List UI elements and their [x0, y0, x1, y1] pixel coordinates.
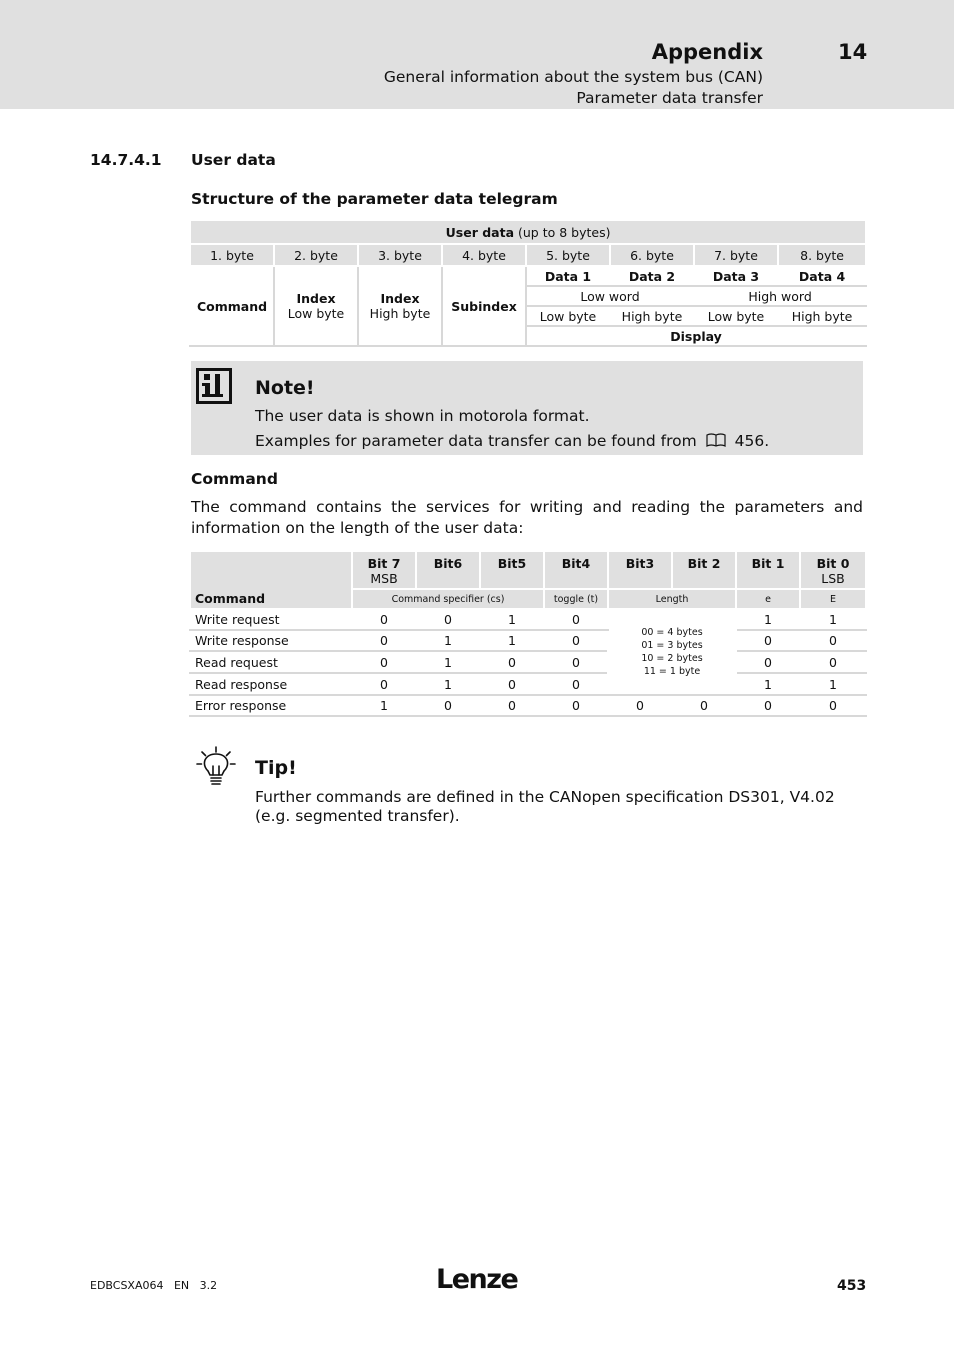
- length-group: Length: [608, 589, 736, 609]
- bit-cell: 0: [800, 695, 866, 716]
- data-2-cell: Data 2: [610, 266, 694, 286]
- telegram-structure-table: [189, 219, 867, 347]
- bit-6-header: Bit6: [416, 551, 480, 589]
- note-title: Note!: [255, 377, 315, 399]
- row-name: Error response: [190, 695, 352, 716]
- bit-cell: 0: [544, 673, 608, 695]
- bit-cell: 0: [544, 695, 608, 716]
- index-high-cell: Index High byte: [358, 266, 442, 346]
- data-1-cell: Data 1: [526, 266, 610, 286]
- bit-cell: 1: [480, 630, 544, 651]
- byte-1-header: 1. byte: [190, 244, 274, 266]
- display-cell: Display: [526, 326, 866, 346]
- command-specifier-group: Command specifier (cs): [352, 589, 544, 609]
- bit-7-header: Bit 7 MSB: [352, 551, 416, 589]
- bit-2-header: Bit 2: [672, 551, 736, 589]
- table-row: [190, 630, 866, 651]
- command-header: Command: [190, 551, 352, 609]
- bit-cell: 1: [736, 609, 800, 630]
- byte-7-header: 7. byte: [694, 244, 778, 266]
- section-title: User data: [191, 151, 276, 169]
- bit-cell: 0: [800, 630, 866, 651]
- bit-cell: 0: [800, 651, 866, 673]
- header-title: Appendix: [651, 40, 763, 64]
- header-subtitle-1: General information about the system bus (CAN): [383, 68, 763, 86]
- bit-cell: 0: [352, 609, 416, 630]
- document-id: EDBCSXA064 EN 3.2: [90, 1279, 218, 1292]
- bit-cell: 1: [416, 630, 480, 651]
- byte-5-header: 5. byte: [526, 244, 610, 266]
- byte-4-header: 4. byte: [442, 244, 526, 266]
- e-lower-group: e: [736, 589, 800, 609]
- bit-cell: 0: [480, 695, 544, 716]
- bit-cell: 1: [352, 695, 416, 716]
- table-row: [190, 609, 866, 630]
- tip-text: Further commands are defined in the CANopen specification DS301, V4.02 (e.g. segmented transfer).: [255, 788, 835, 825]
- note-line-1: The user data is shown in motorola format.: [255, 407, 590, 425]
- bit-cell: 0: [672, 695, 736, 716]
- bit-cell: 0: [736, 651, 800, 673]
- toggle-group: toggle (t): [544, 589, 608, 609]
- bit-cell: 1: [800, 609, 866, 630]
- lenze-logo: Lenze: [436, 1264, 518, 1295]
- bit-cell: 0: [544, 651, 608, 673]
- header-band: [0, 0, 954, 109]
- bit-cell: 1: [800, 673, 866, 695]
- data-3-cell: Data 3: [694, 266, 778, 286]
- user-data-caption: User data (up to 8 bytes): [190, 220, 866, 244]
- bit-0-header: Bit 0 LSB: [800, 551, 866, 589]
- bit-cell: 0: [416, 695, 480, 716]
- bit-cell: 0: [352, 673, 416, 695]
- byte-8-header: 8. byte: [778, 244, 866, 266]
- command-bits-table: [189, 550, 867, 717]
- byte-6-header: 6. byte: [610, 244, 694, 266]
- table-row: [190, 651, 866, 673]
- row-name: Write response: [190, 630, 352, 651]
- low-word-cell: Low word: [526, 286, 694, 306]
- byte-3-header: 3. byte: [358, 244, 442, 266]
- book-icon: [706, 433, 726, 447]
- bit-3-header: Bit3: [608, 551, 672, 589]
- bit-cell: 0: [736, 695, 800, 716]
- bit-cell: 0: [544, 609, 608, 630]
- bit-cell: 0: [480, 673, 544, 695]
- high-word-cell: High word: [694, 286, 866, 306]
- row-name: Read response: [190, 673, 352, 695]
- page-number: 453: [837, 1278, 867, 1294]
- bit-cell: 1: [416, 651, 480, 673]
- lightbulb-icon: [196, 746, 236, 788]
- bit-cell: 1: [480, 609, 544, 630]
- info-icon: [196, 368, 232, 404]
- section-number: 14.7.4.1: [90, 151, 162, 169]
- bit-cell: 0: [736, 630, 800, 651]
- command-paragraph: The command contains the services for writing and reading the parameters and information on the length of the user data:: [191, 498, 863, 537]
- byte-sub-low-1: Low byte: [526, 306, 610, 326]
- chapter-number: 14: [838, 40, 868, 64]
- bit-5-header: Bit5: [480, 551, 544, 589]
- command-cell: Command: [190, 266, 274, 346]
- bit-4-header: Bit4: [544, 551, 608, 589]
- note-line-2: Examples for parameter data transfer can be found from 456.: [255, 432, 770, 450]
- bit-cell: 1: [416, 673, 480, 695]
- bit-cell: 0: [416, 609, 480, 630]
- byte-sub-low-2: Low byte: [694, 306, 778, 326]
- table-row: [190, 695, 866, 716]
- index-low-cell: Index Low byte: [274, 266, 358, 346]
- byte-2-header: 2. byte: [274, 244, 358, 266]
- bit-1-header: Bit 1: [736, 551, 800, 589]
- command-heading: Command: [191, 470, 278, 488]
- header-subtitle-2: Parameter data transfer: [576, 89, 763, 107]
- length-legend: 00 = 4 bytes 01 = 3 bytes 10 = 2 bytes 11 = 1 byte: [608, 609, 736, 695]
- byte-sub-high-2: High byte: [778, 306, 866, 326]
- e-upper-group: E: [800, 589, 866, 609]
- bit-cell: 0: [480, 651, 544, 673]
- row-name: Write request: [190, 609, 352, 630]
- subindex-cell: Subindex: [442, 266, 526, 346]
- data-4-cell: Data 4: [778, 266, 866, 286]
- table-row: [190, 673, 866, 695]
- byte-sub-high-1: High byte: [610, 306, 694, 326]
- bit-cell: 0: [352, 651, 416, 673]
- tip-title: Tip!: [255, 757, 297, 779]
- bit-cell: 1: [736, 673, 800, 695]
- structure-heading: Structure of the parameter data telegram: [191, 190, 558, 208]
- note-page-ref[interactable]: 456.: [734, 432, 770, 450]
- bit-cell: 0: [544, 630, 608, 651]
- bit-cell: 0: [608, 695, 672, 716]
- bit-cell: 0: [352, 630, 416, 651]
- row-name: Read request: [190, 651, 352, 673]
